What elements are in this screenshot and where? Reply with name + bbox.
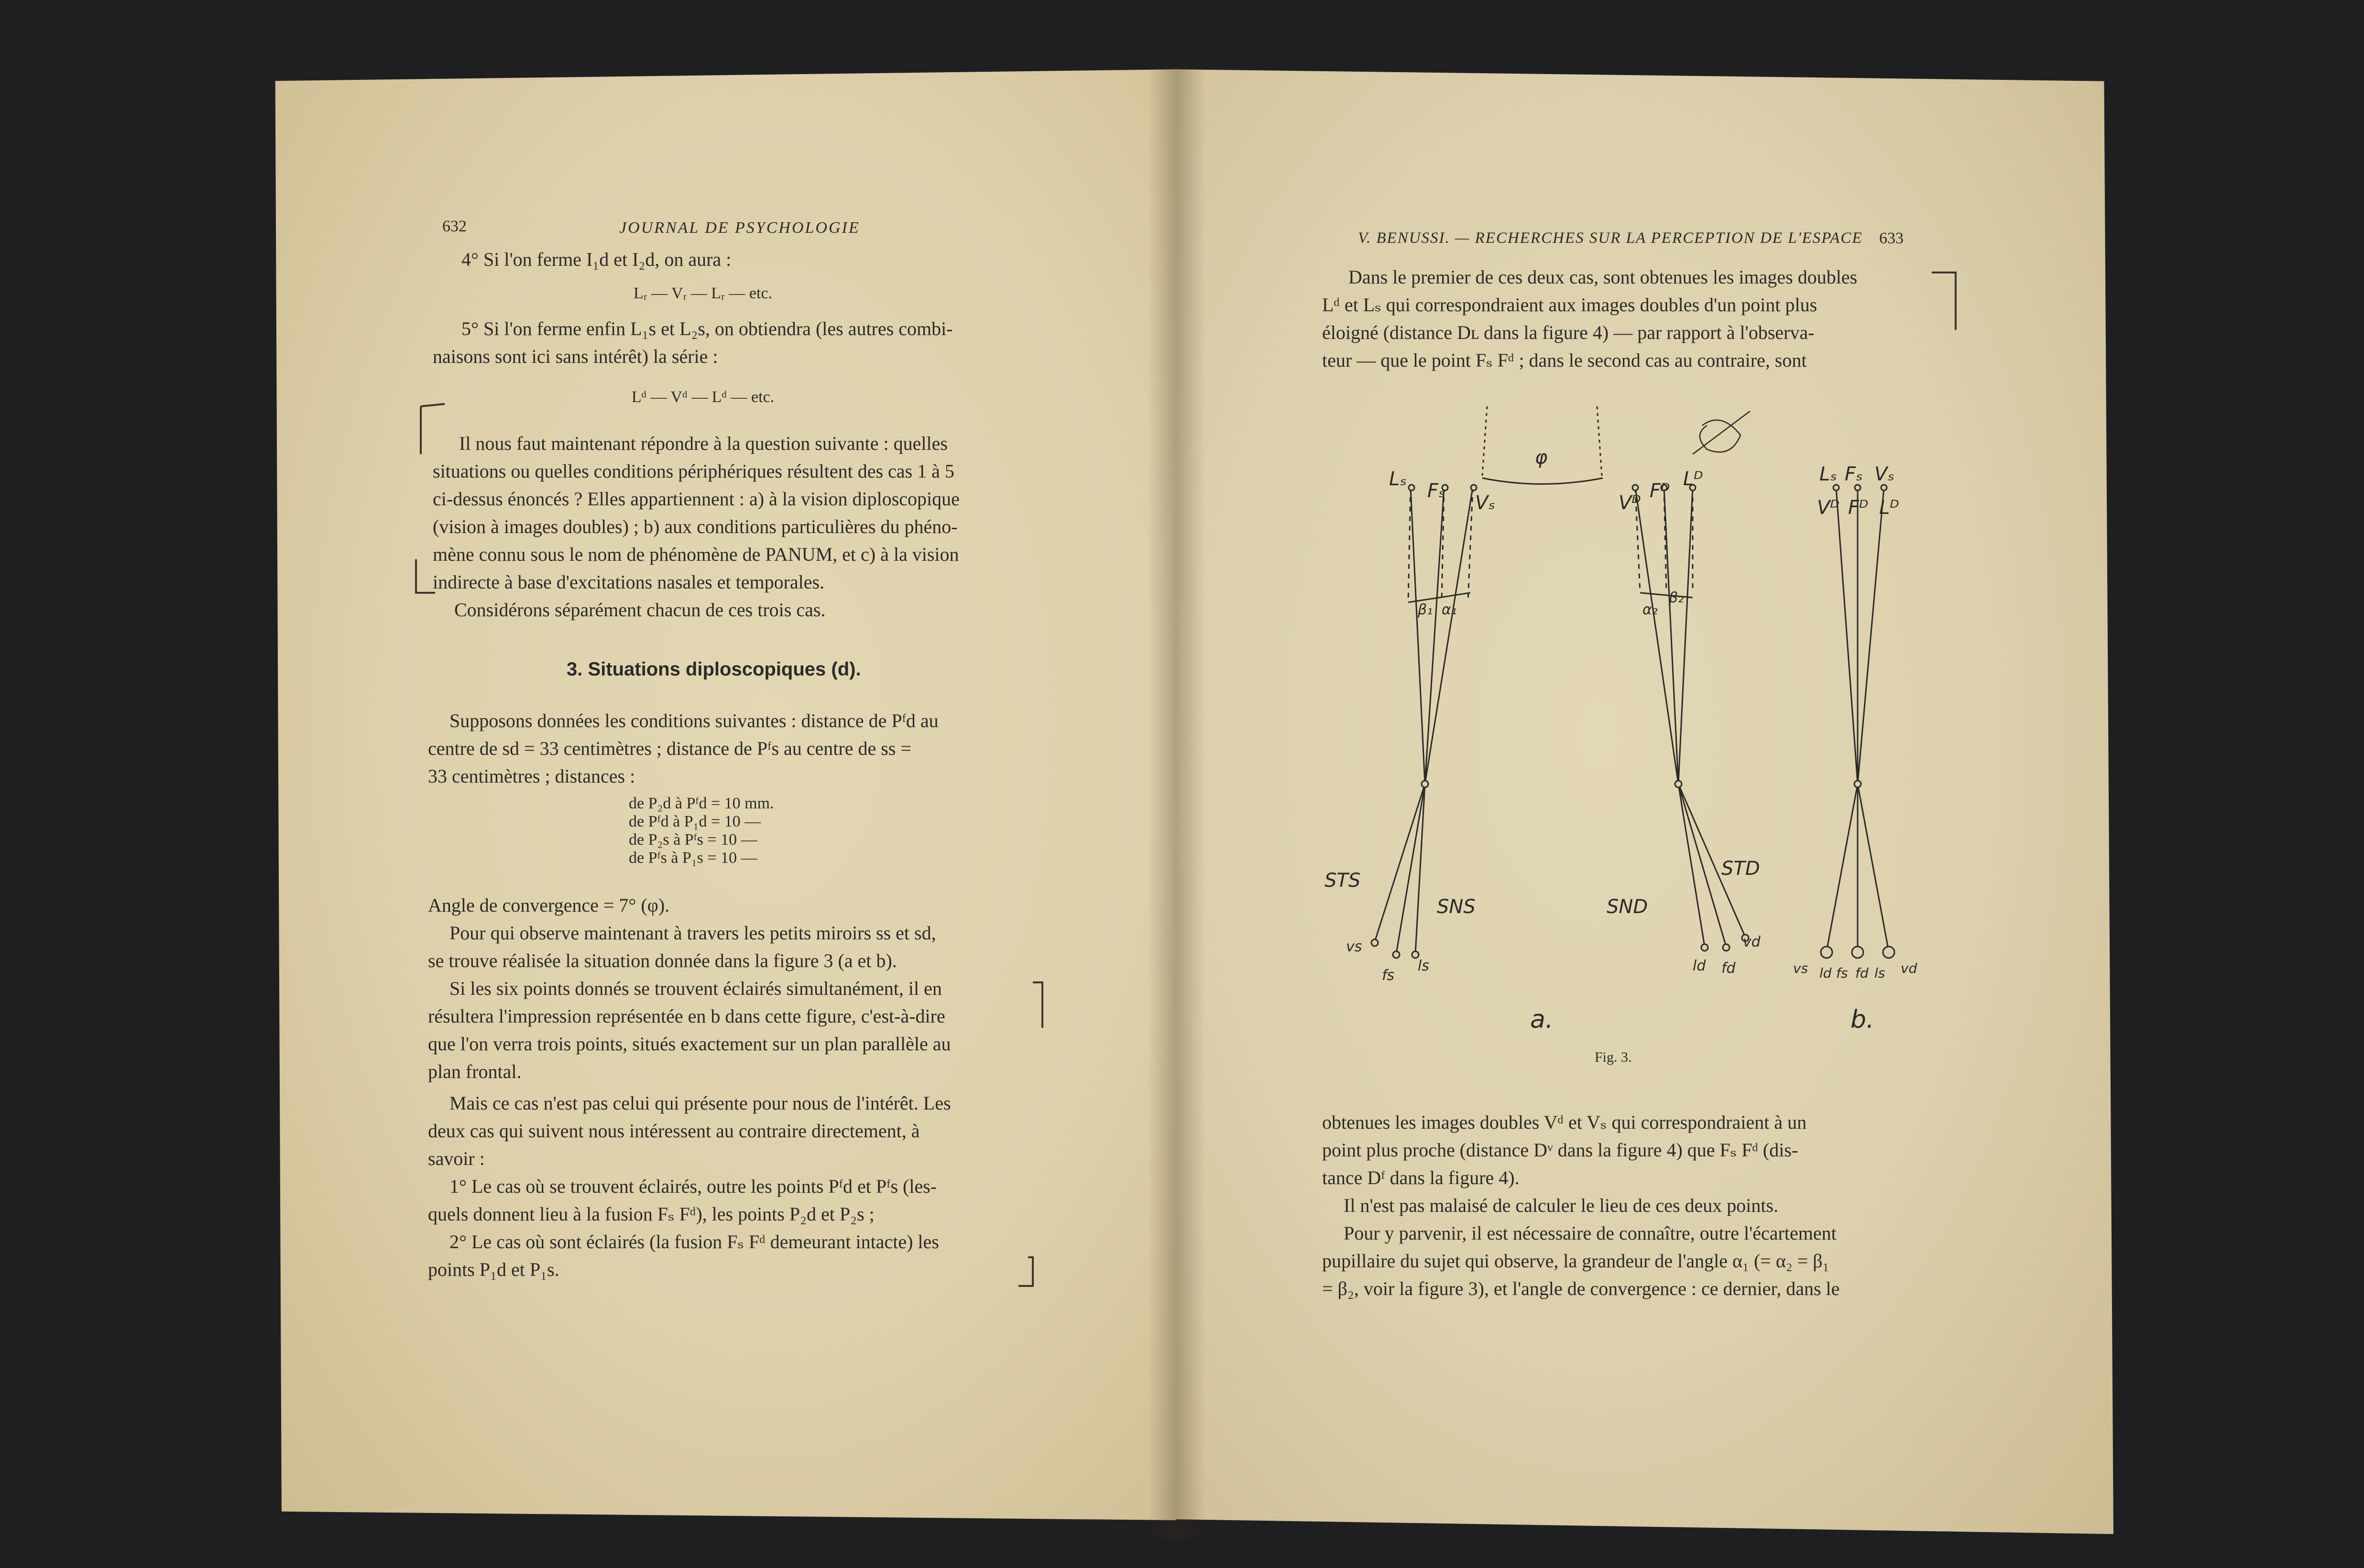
left-formula: Lᵈ — Vᵈ — Lᵈ — etc.: [631, 388, 775, 406]
b-top-label: Fₛ: [1845, 463, 1863, 485]
a-bottom-label: ls: [1418, 958, 1429, 974]
left-line: Mais ce cas n'est pas celui qui présente pour nous de l'intérêt. Les: [449, 1092, 951, 1114]
left-line: 1° Le cas où se trouvent éclairés, outre les points Pᶠd et Pᶠs (les-: [449, 1176, 937, 1197]
figure-3: [1310, 392, 1960, 1071]
right-line: Pour y parvenir, il est nécessaire de connaître, outre l'écartement: [1344, 1222, 1837, 1244]
b-bottom-label: vd: [1901, 960, 1917, 976]
left-line: 2° Le cas où sont éclairés (la fusion Fₛ Fᵈ demeurant intacte) les: [449, 1231, 939, 1252]
phi-label: φ: [1535, 446, 1548, 468]
b-top-label: Vₛ: [1874, 463, 1895, 485]
a-bottom-label: vd: [1743, 934, 1761, 950]
left-line: se trouve réalisée la situation donnée dans la figure 3 (a et b).: [428, 950, 897, 971]
right-line: Dans le premier de ces deux cas, sont obtenues les images doubles: [1348, 266, 1858, 288]
left-line: Pour qui observe maintenant à travers les petits miroirs ss et sd,: [449, 922, 936, 944]
a-top-label: Vₛ: [1475, 492, 1496, 514]
left-line: quels donnent lieu à la fusion Fₛ Fᵈ), les points P₂d et P₂s ;: [428, 1203, 875, 1225]
right-line: obtenues les images doubles Vᵈ et Vₛ qui correspondraient à un: [1322, 1111, 1807, 1133]
b-bottom-label: ls: [1874, 965, 1885, 981]
right-line: = β₂, voir la figure 3), et l'angle de convergence : ce dernier, dans le: [1322, 1278, 1840, 1299]
b-bottom-label: fs: [1836, 965, 1848, 981]
b-top-label: Fᴰ: [1848, 497, 1869, 519]
pencil-marks: [402, 397, 1071, 1305]
left-line: centre de sd = 33 centimètres ; distance de Pᶠs au centre de ss =: [428, 738, 911, 759]
a-top-label: Lᴰ: [1683, 468, 1703, 490]
left-line: savoir :: [428, 1148, 485, 1169]
distance-row: de Pᶠs à P₁s = 10 —: [629, 849, 757, 867]
right-line: pupillaire du sujet qui observe, la grandeur de l'angle α₁ (= α₂ = β₁: [1322, 1250, 1829, 1272]
right-line: teur — que le point Fₛ Fᵈ ; dans le second cas au contraire, sont: [1322, 349, 1807, 371]
book-gutter: [1148, 67, 1205, 1539]
b-top-label: Vᴰ: [1817, 497, 1839, 519]
b-bottom-label: fd: [1855, 965, 1869, 981]
b-top-label: Lᴰ: [1879, 497, 1899, 519]
figure-caption: Fig. 3.: [1595, 1049, 1632, 1065]
side-label: STS: [1324, 870, 1361, 892]
figure-a-label: a.: [1530, 1005, 1554, 1034]
right-line: point plus proche (distance Dᵛ dans la figure 4) que Fₛ Fᵈ (dis-: [1322, 1139, 1798, 1161]
b-bottom-label: ld: [1819, 965, 1832, 981]
left-line: deux cas qui suivent nous intéressent au contraire directement, à: [428, 1120, 920, 1142]
right-page-number: 633: [1879, 229, 1904, 247]
angle-label: α₂: [1642, 601, 1658, 618]
left-line: que l'on verra trois points, situés exactement sur un plan parallèle au: [428, 1033, 951, 1055]
left-line: résultera l'impression représentée en b dans cette figure, c'est-à-dire: [428, 1005, 945, 1027]
right-line: tance Dᶠ dans la figure 4).: [1322, 1167, 1520, 1188]
b-bottom-label: vs: [1793, 960, 1808, 976]
right-running-head: V. BENUSSI. — RECHERCHES SUR LA PERCEPTION DE L'ESPACE: [1358, 229, 1863, 247]
a-top-label: Fᴰ: [1650, 480, 1670, 502]
right-line: éloigné (distance Dʟ dans la figure 4) — par rapport à l'observa-: [1322, 322, 1815, 343]
a-top-label: Lₛ: [1389, 468, 1407, 490]
left-line: naisons sont ici sans intérêt) la série :: [433, 346, 718, 367]
side-label: STD: [1721, 858, 1760, 880]
a-bottom-label: fs: [1382, 967, 1395, 984]
left-line: (vision à images doubles) ; b) aux conditions particulières du phéno-: [433, 516, 958, 537]
right-line: Il n'est pas malaisé de calculer le lieu de ces deux points.: [1344, 1195, 1779, 1216]
distance-row: de P₂s à Pᶠs = 10 —: [629, 831, 757, 849]
left-line: Si les six points donnés se trouvent éclairés simultanément, il en: [449, 978, 942, 999]
left-line: Considérons séparément chacun de ces trois cas.: [454, 599, 826, 621]
left-line: Il nous faut maintenant répondre à la question suivante : quelles: [459, 433, 948, 454]
right-line: Lᵈ et Lₛ qui correspondraient aux images doubles d'un point plus: [1322, 294, 1817, 316]
pencil-mark-right: [1927, 258, 1984, 354]
a-bottom-label: fd: [1721, 960, 1736, 977]
left-line: ci-dessus énoncés ? Elles appartiennent : a) à la vision diploscopique: [433, 488, 960, 510]
left-line: indirecte à base d'excitations nasales et temporales.: [433, 571, 825, 593]
distance-row: de P₂d à Pᶠd = 10 mm.: [629, 795, 774, 812]
left-line: Supposons données les conditions suivantes : distance de Pᶠd au: [449, 710, 939, 731]
left-line: 5° Si l'on ferme enfin L₁s et L₂s, on obtiendra (les autres combi-: [461, 318, 953, 339]
side-label: SNS: [1437, 896, 1476, 918]
figure-b-label: b.: [1850, 1005, 1874, 1034]
left-line: Angle de convergence = 7° (φ).: [428, 894, 670, 916]
left-line: 4° Si l'on ferme I₁d et I₂d, on aura :: [461, 249, 732, 270]
angle-label: β₂: [1669, 589, 1684, 606]
a-top-label: Fₛ: [1427, 480, 1445, 502]
left-running-head: JOURNAL DE PSYCHOLOGIE: [619, 219, 860, 237]
a-bottom-label: vs: [1346, 938, 1362, 955]
left-line: 33 centimètres ; distances :: [428, 765, 635, 787]
angle-label: α₁: [1442, 601, 1457, 618]
left-line: points P₁d et P₁s.: [428, 1259, 559, 1280]
left-line: plan frontal.: [428, 1061, 522, 1082]
left-line: situations ou quelles conditions périphériques résultent des cas 1 à 5: [433, 460, 954, 482]
left-formula: Lᵣ — Vᵣ — Lᵣ — etc.: [633, 284, 772, 302]
angle-label: β₁: [1418, 601, 1433, 618]
left-page-number: 632: [442, 218, 467, 235]
distance-row: de Pᶠd à P₁d = 10 —: [629, 813, 761, 830]
a-top-label: Vᴰ: [1619, 492, 1641, 514]
section-heading: 3. Situations diploscopiques (d).: [567, 659, 861, 680]
a-bottom-label: ld: [1693, 958, 1706, 974]
side-label: SND: [1607, 896, 1648, 918]
left-line: mène connu sous le nom de phénomène de PANUM, et c) à la vision: [433, 544, 959, 565]
b-top-label: Lₛ: [1819, 463, 1838, 485]
